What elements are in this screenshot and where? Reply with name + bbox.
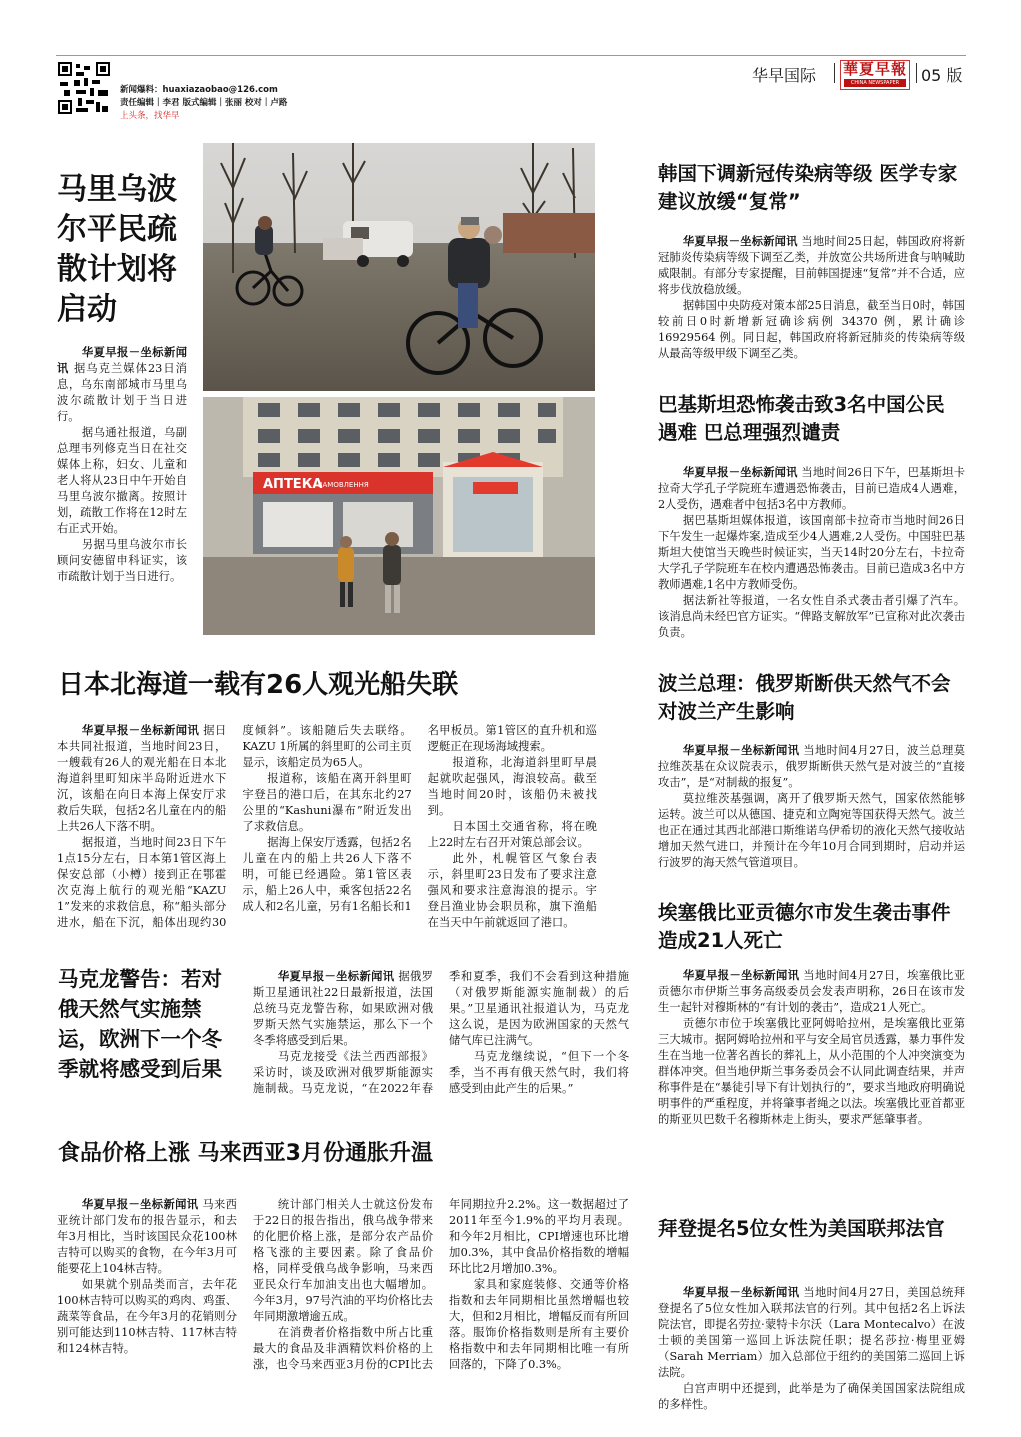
japan-p7: 此外，札幌管区气象台表示，斜里町23日发布了要求注意强风和要求注意海浪的提示。宇登吕渔业协会职员称，旗下渔船在当天中午前就返回了港口。	[427, 852, 597, 929]
photo-cyclists	[203, 143, 595, 391]
korea-title: 韩国下调新冠传染病等级 医学专家建议放缓“复常”	[658, 162, 958, 213]
sign-order: ЗАМОВЛЕННЯ	[318, 481, 369, 489]
mariupol-p3: 另据马里乌波尔市长顾问安德留申科证实，该市疏散计划于当日进行。	[57, 538, 187, 583]
malaysia-p4: 在消费者价格指数中所占比重最大的食品及非酒精饮料价格的上涨，也令马来西亚3月份的CPI比去年同期拉升2.2%。这一数据超过了2011年至今1.9%的平均月表现。和今年2月相比，CPI增速也环比增加0.3%，其中食品价格指数的增幅环比比2月增加0.3%。	[253, 1198, 629, 1371]
macron-body	[253, 969, 629, 1117]
pakistan-body	[658, 465, 965, 641]
separator-2	[916, 63, 917, 83]
biden-title: 拜登提名5位女性为美国联邦法官	[658, 1217, 945, 1240]
ethiopia-title: 埃塞俄比亚贡德尔市发生袭击事件 造成21人死亡	[658, 901, 951, 952]
korea-body	[658, 234, 965, 362]
macron-p3: 马克龙继续说，“但下一个冬季，当不再有俄天然气时，我们将感受到由此产生的后果。”	[449, 1050, 629, 1095]
poland-p1: 华夏早报－坐标新闻讯 当地时间4月27日，波兰总理莫拉维茨基在众议院表示，俄罗斯断供天然气是对波兰的“直接攻击”，是“对制裁的报复”。	[658, 744, 965, 789]
masthead	[0, 0, 1021, 130]
ethiopia-p2: 贡德尔市位于埃塞俄比亚阿姆哈拉州，是埃塞俄比亚第三大城市。据阿姆哈拉州和平与安全局官员透露，暴力事件发生在当地一位著名酋长的葬礼上，从小范围的个人冲突演变为群体冲突。但当地伊斯兰事务委员会不认同此调查结果，并声称事件是在“暴徒引导下有计划执行的”，要求当地政府明确说明事件的严重程度，并将肇事者绳之以法。埃塞俄比亚首都亚的斯亚贝巴数千名穆斯林走上街头，要求严惩肇事者。	[658, 1017, 965, 1126]
biden-p1: 华夏早报－坐标新闻讯 当地时间4月27日，美国总统拜登提名了5位女性加入联邦法官的行列。其中包括2名上诉法院法官，即提名劳拉·蒙特卡尔沃（Lara Montecalvo）在波士顿的美国第一巡回上诉法院任职；提名莎拉·梅里亚姆（Sarah Merriam）加入总部位于纽约的美国第二巡回上诉法院。	[658, 1286, 965, 1379]
malaysia-p5: 家具和家庭装修、交通等价格指数和去年同期相比虽然增幅也较大，但和2月相比，增幅反而有所回落。服饰价格指数则是所有主要价格指数中和去年同期相比唯一有所回落的，下降了0.3%。	[449, 1278, 629, 1371]
mariupol-title: 马里乌波尔平民疏散计划将启动	[57, 172, 177, 327]
malaysia-p3: 统计部门相关人士就这份发布于22日的报告指出，俄乌战争带来的化肥价格上涨，是部分农产品价格飞涨的主要因素。除了食品价格，同样受俄乌战争影响，马来西亚民众行车加油支出也大幅增加。今年3月，97号汽油的平均价格比去年同期激增逾五成。	[253, 1198, 433, 1323]
paper-logo-en: CHINA NEWSPAPER	[844, 79, 906, 87]
section-name: 华早国际	[752, 66, 817, 85]
japan-body	[57, 723, 597, 948]
sign-pharmacy: АПТЕКА	[263, 477, 323, 492]
ethiopia-p1: 华夏早报－坐标新闻讯 当地时间4月27日，埃塞俄比亚贡德尔市伊斯兰事务高级委员会发表声明称，26日在该市发生一起针对穆斯林的“有计划的袭击”，造成21人死亡。	[658, 969, 965, 1014]
separator-1	[834, 63, 835, 83]
poland-body	[658, 743, 965, 871]
qr-code-icon	[58, 62, 110, 114]
photo-apartment	[203, 397, 595, 635]
japan-p2: 据报道，当地时间23日下午1点15分左右，日本第1管区海上保安总部（小樽）接到正在鄂霍次克海上航行的观光船“KAZU 1”发来的求救信息，称“船头部分进水，船在下沉，船体出现约30度倾斜”。该船随后失去联络。KAZU 1所属的斜里町的公司主页显示，该船定员为65人。	[57, 724, 412, 929]
photo-apartment-image	[203, 397, 595, 635]
ethiopia-body	[658, 968, 965, 1128]
poland-p2: 莫拉维茨基强调，离开了俄罗斯天然气，国家依然能够运转。波兰可以从德国、捷克和立陶宛等国获得天然气。波兰也正在通过其西北部港口斯维诺乌伊希切的液化天然气接收站增加天然气进口，并预计在今年10月合同到期时，启动并运行波罗的海天然气管道项目。	[658, 792, 965, 869]
japan-p3: 报道称，该船在离开斜里町宇登吕的港口后，在其东北约27公里的“Kashuni瀑布”附近发出了求救信息。	[242, 772, 412, 833]
pakistan-p1: 华夏早报－坐标新闻讯 当地时间26日下午，巴基斯坦卡拉奇大学孔子学院班车遭遇恐怖袭击，目前已造成4人遇难，2人受伤，遇难者中包括3名中方教师。	[658, 466, 965, 511]
malaysia-p1: 华夏早报－坐标新闻讯 马来西亚统计部门发布的报告显示，和去年3月相比，当时该国民众花100林吉特可以购买的食物，在今年3月可能要花上104林吉特。	[57, 1198, 237, 1275]
pakistan-p3: 据法新社等报道，一名女性自杀式袭击者引爆了汽车。该消息尚未经巴官方证实。“俾路支解放军”已宣称对此次袭击负责。	[658, 594, 965, 639]
pakistan-title: 巴基斯坦恐怖袭击致3名中国公民遇难 巴总理强烈谴责	[658, 393, 945, 444]
mariupol-p1: 华夏早报－坐标新闻讯 据乌克兰媒体23日消息，乌东南部城市马里乌波尔疏散计划于当日进行。	[57, 346, 187, 423]
page-number: 05 版	[921, 66, 963, 85]
malaysia-p2: 如果就个别品类而言，去年花100林吉特可以购买的鸡肉、鸡蛋、蔬菜等食品，在今年3月的花销则分别可能达到110林吉特、117林吉特和124林吉特。	[57, 1278, 237, 1355]
paper-logo-text: 華夏早報	[842, 60, 907, 78]
japan-p1: 华夏早报－坐标新闻讯 据日本共同社报道，当地时间23日，一艘载有26人的观光船在日本北海道斜里町知床半岛附近进水下沉，该船在向日本海上保安厅求救后失联，包括2名儿童在内的船上共26人下落不明。	[57, 724, 227, 833]
top-rule	[56, 55, 966, 56]
japan-p6: 日本国土交通省称，将在晚上22时左右召开对策总部会议。	[427, 820, 597, 849]
biden-body	[658, 1285, 965, 1413]
japan-p4: 据海上保安厅透露，包括2名儿童在内的船上共26人下落不明，可能已经遇险。第1管区表示，船上26人中，乘客包括22名成人和2名儿童，另有1名船长和1名甲板员。第1管区的直升机和巡逻艇正在现场海域搜索。	[242, 724, 597, 913]
hotline: 新闻爆料：huaxiazaobao@126.com	[120, 85, 278, 95]
korea-p2: 据韩国中央防疫对策本部25日消息，截至当日0时，韩国较前日0时新增新冠确诊病例 34370 例，累计确诊16929564 例。同日起，韩国政府将新冠肺炎的传染病等级从最高等级甲级下调至乙类。	[658, 299, 965, 360]
japan-title: 日本北海道一载有26人观光船失联	[58, 670, 459, 700]
paper-logo	[840, 60, 910, 90]
editors: 责任编辑｜李君 版式编辑｜张丽 校对｜卢路	[120, 98, 288, 108]
korea-p1: 华夏早报－坐标新闻讯 当地时间25日起，韩国政府将新冠肺炎传染病等级下调至乙类，并放宽公共场所进食与呐喊助威限制。有部分专家提醒，目前韩国提速“复常”并不合适，应将步伐放稳放缓。	[658, 235, 965, 296]
poland-title: 波兰总理：俄罗斯断供天然气不会对波兰产生影响	[658, 672, 951, 723]
macron-title: 马克龙警告：若对俄天然气实施禁运，欧洲下一个冬季就将感受到后果	[58, 967, 222, 1081]
mariupol-p2: 据乌通社报道，乌副总理韦列修克当日在社交媒体上称，妇女、儿童和老人将从23日中午开始自马里乌波尔撤离。按照计划，疏散工作将在12时左右正式开始。	[57, 426, 187, 535]
pakistan-p2: 据巴基斯坦媒体报道，该国南部卡拉奇市当地时间26日下午发生一起爆炸案,造成至少4人遇难,2人受伤。中国驻巴基斯坦大使馆当天晚些时候证实，当天14时20分左右，卡拉奇大学孔子学院班车在校内遭遇恐怖袭击。目前已造成3名中方教师遇难,1名中方教师受伤。	[658, 514, 965, 591]
mariupol-body	[57, 345, 187, 585]
japan-p5: 报道称，北海道斜里町早晨起就吹起强风，海浪较高。截至当地时间20时，该船仍未被找到。	[427, 756, 597, 817]
photo-cyclists-image	[203, 143, 595, 391]
malaysia-body	[57, 1197, 629, 1407]
macron-p2: 马克龙接受《法兰西西部报》采访时，谈及欧洲对俄罗斯能源实施制裁。马克龙说，“在2022年春季和夏季，我们不会看到这种措施（对俄罗斯能源实施制裁）的后果。”卫星通讯社报道认为，马克龙这么说，是因为欧洲国家的天然气储气库已注满气。	[253, 970, 629, 1095]
slogan: 上头条，找华早	[120, 111, 180, 121]
malaysia-title: 食品价格上涨 马来西亚3月份通胀升温	[58, 1141, 433, 1166]
macron-p1: 华夏早报－坐标新闻讯 据俄罗斯卫星通讯社22日最新报道，法国总统马克龙警告称，如果欧洲对俄罗斯天然气实施禁运，那么下一个冬季将感受到后果。	[253, 970, 433, 1047]
biden-p2: 白宫声明中还提到，此举是为了确保美国国家法院组成的多样性。	[658, 1382, 965, 1411]
